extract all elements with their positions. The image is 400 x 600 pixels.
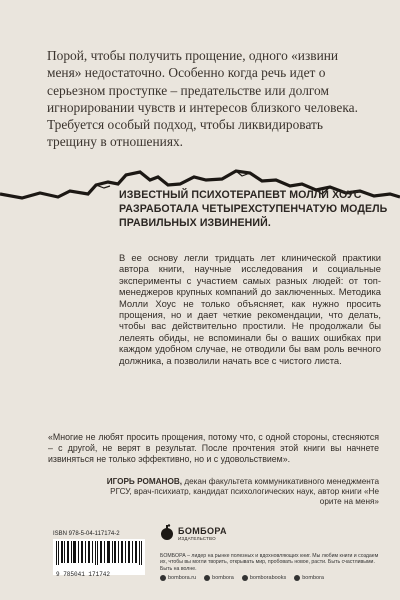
endorsement-quote: «Многие не любят просить прощения, потому что, с одной стороны, стесняются – с другой, не верят в результат. После прочтения этой книги вы начнете извиняться не только эффективно, но и с удовольствием». [48,432,379,464]
social-links [160,575,324,581]
barcode-icon [56,541,142,565]
barcode-digits: 9 785041 171742 [56,571,111,578]
isbn-text: ISBN 978-5-04-117174-2 [53,531,120,537]
publisher-description: БОМБОРА – лидер на рынке полезных и вдохновляющих книг. Мы любим книги и создаем их, чтобы вы могли творить, открывать мир, пробовать новое, расти. Быть счастливыми. Быть на волне. [160,553,379,572]
intro-paragraph: Порой, чтобы получить прощение, одного «извини меня» недостаточно. Особенно когда речь идет о серьезном проступке – предательстве или долгом игнорировании чувств и интересов близкого человека. Требуется особый подход, чтобы ликвидировать трещину в отношениях. [47,48,358,150]
endorsement-author [90,477,379,507]
instagram-icon [242,575,248,581]
publisher-sub: ИЗДАТЕЛЬСТВО [178,535,216,541]
headline: ИЗВЕСТНЫЙ ПСИХОТЕРАПЕВТ МОЛЛИ ХОУС РАЗРАБОТАЛА ЧЕТЫРЕХСТУПЕНЧАТУЮ МОДЕЛЬ ПРАВИЛЬНЫХ ИЗВИНЕНИЙ. [119,189,388,229]
vk-icon [204,575,210,581]
author-name: ИГОРЬ РОМАНОВ, [106,477,183,486]
author-description: декан факультета коммуникативного менеджмента РГСУ, врач-психиатр, кандидат психологических наук, автор книги «Не орите на меня» [110,477,379,506]
globe-icon [160,575,166,581]
social-item-site[interactable]: bombora.ru [160,575,196,581]
isbn-block [53,531,145,578]
barcode [53,539,145,578]
publisher-logo [160,524,400,542]
social-item-vk[interactable]: bombora [204,575,234,581]
bombora-logo-icon [160,524,174,542]
social-item-instagram[interactable]: bomborabooks [242,575,286,581]
social-item-youtube[interactable]: bombora [294,575,324,581]
youtube-icon [294,575,300,581]
body-paragraph: В ее основу легли тридцать лет клинической практики автора книги, научные исследования и социальные эксперименты с участием самых разных людей: от топ-менеджеров крупных компаний до заключенных. Методика Молли Хоус не только объясняет, как нужно просить прощения, но и дает четкие рекомендации, что делать, чтобы вас действительно простили. Не продолжали бы лелеять обиды, не вспоминали бы о ваших ошибках при каждом удобном случае, не отводили бы вам роль вечного должника, а позволили начать все с чистого листа. [119,252,381,366]
publisher-name: БОМБОРА [178,525,227,536]
